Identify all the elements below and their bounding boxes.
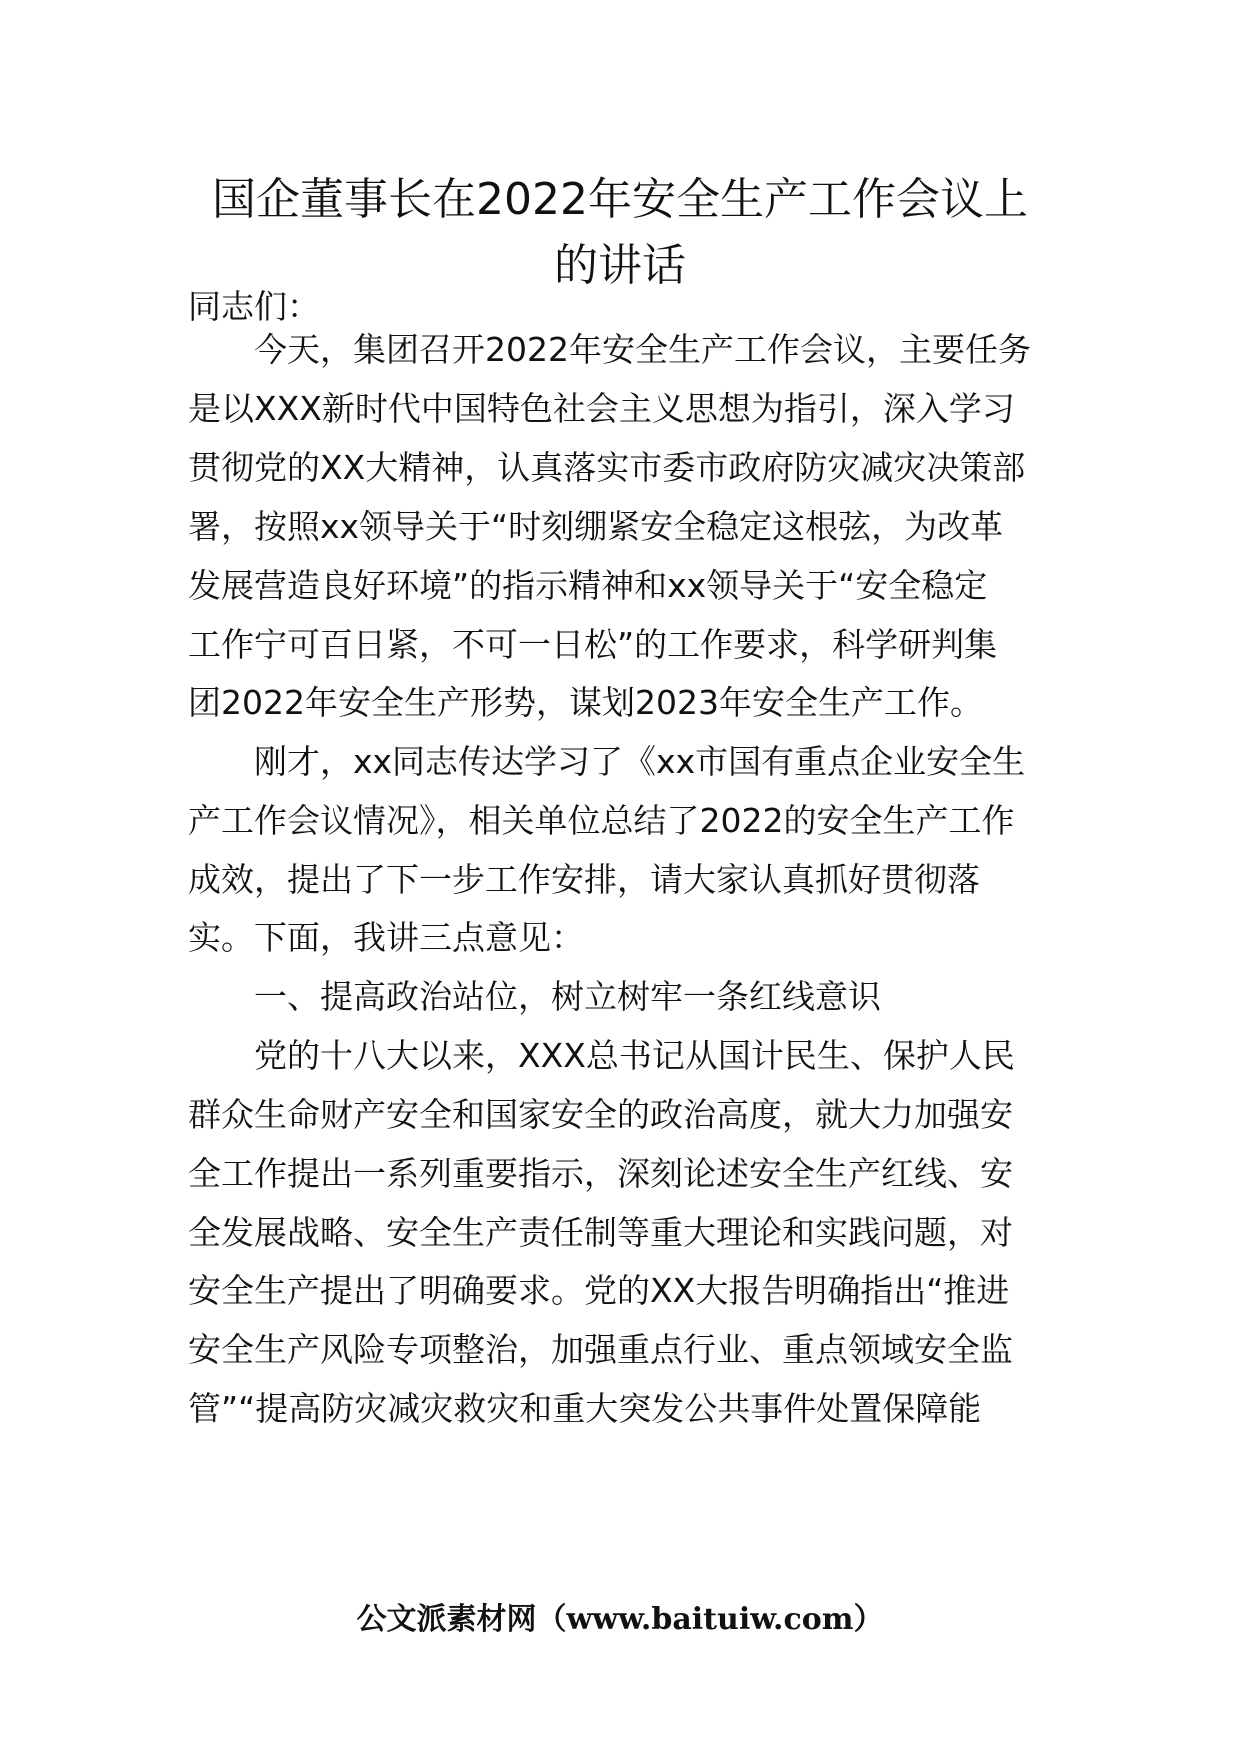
paragraph-line: 全发展战略、安全生产责任制等重大理论和实践问题，对 (188, 1213, 1013, 1252)
paragraph-line: 刚才，xx同志传达学习了《xx市国有重点企业安全生 (254, 742, 1026, 781)
salutation: 同志们： (188, 287, 320, 326)
paragraph-line: 贯彻党的XX大精神，认真落实市委市政府防灾减灾决策部 (188, 448, 1026, 487)
paragraph-line: 团2022年安全生产形势，谋划2023年安全生产工作。 (188, 683, 983, 722)
paragraph-line: 实。下面，我讲三点意见： (188, 918, 584, 957)
paragraph-line: 群众生命财产安全和国家安全的政治高度，就大力加强安 (188, 1095, 1013, 1134)
paragraph-line: 工作宁可百日紧，不可一日松”的工作要求，科学研判集 (188, 625, 998, 664)
document-title-line-2: 的讲话 (554, 240, 686, 291)
footer-watermark: 公文派素材网（www.baituiw.com） (356, 1602, 884, 1637)
paragraph-line: 成效，提出了下一步工作安排，请大家认真抓好贯彻落 (188, 860, 980, 899)
paragraph-line: 党的十八大以来，XXX总书记从国计民生、保护人民 (254, 1036, 1015, 1075)
paragraph-line: 署，按照xx领导关于“时刻绷紧安全稳定这根弦，为改革 (188, 507, 1004, 546)
paragraph-line: 管”“提高防灾减灾救灾和重大突发公共事件处置保障能 (188, 1389, 982, 1428)
paragraph-line: 是以XXX新时代中国特色社会主义思想为指引，深入学习 (188, 389, 1015, 428)
section-heading: 一、提高政治站位，树立树牢一条红线意识 (254, 977, 881, 1016)
paragraph-line: 安全生产风险专项整治，加强重点行业、重点领域安全监 (188, 1330, 1013, 1369)
paragraph-line: 全工作提出一系列重要指示，深刻论述安全生产红线、安 (188, 1154, 1013, 1193)
paragraph-line: 发展营造良好环境”的指示精神和xx领导关于“安全稳定 (188, 566, 988, 605)
paragraph-line: 产工作会议情况》，相关单位总结了2022的安全生产工作 (188, 801, 1015, 840)
document-title-line-1: 国企董事长在2022年安全生产工作会议上 (212, 174, 1028, 225)
paragraph-line: 安全生产提出了明确要求。党的XX大报告明确指出“推进 (188, 1271, 1010, 1310)
paragraph-line: 今天，集团召开2022年安全生产工作会议，主要任务 (254, 330, 1031, 369)
